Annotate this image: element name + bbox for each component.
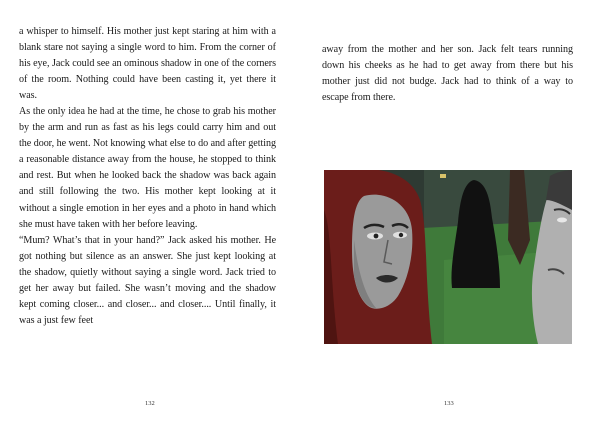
left-paragraph-1: a whisper to himself. His mother just kept staring at him with a blank stare not saying a single word to him. From the corner of his eye, Jack could see an ominous shadow in one of the corners of the room. Nothing could have been casting it, yet there it was. bbox=[19, 26, 276, 102]
story-illustration bbox=[324, 170, 572, 344]
right-page-text bbox=[322, 42, 573, 106]
right-page bbox=[300, 0, 600, 424]
illustration-window bbox=[440, 174, 446, 178]
illustration-painting bbox=[324, 170, 572, 344]
page-number-left: 132 bbox=[145, 400, 155, 407]
right-paragraph-1: away from the mother and her son. Jack felt tears running down his cheeks as he had to get away from there but his mother just did not budge. Jack had to think of a way to escape from there. bbox=[322, 44, 573, 104]
left-paragraph-2: As the only idea he had at the time, he chose to grab his mother by the arm and run as fast as his legs could carry him and out the door, he went. Not knowing what else to do and after getting a reasonable distance away from the house, he stopped to think and rest. But when he looked back the shadow was back again and still following the two. His mother kept looking at it without a single emotion in her eyes and a photo in hand which she must have taken with her before leaving. bbox=[19, 106, 276, 230]
left-paragraph-3: “Mum? What’s that in your hand?” Jack asked his mother. He got nothing but silence as an answer. She just kept looking at the shadow, quietly without saying a single word. Jack tried to get her away but failed. She wasn’t moving and the shadow kept coming closer... and closer... and closer.... Until finally, it was a just few feet bbox=[19, 234, 276, 326]
left-page-text bbox=[19, 24, 276, 329]
illustration-pupil-right bbox=[399, 233, 403, 237]
illustration-pupil-left bbox=[374, 234, 379, 239]
page-number-right: 133 bbox=[444, 400, 454, 407]
illustration-jack-eye bbox=[557, 218, 567, 223]
